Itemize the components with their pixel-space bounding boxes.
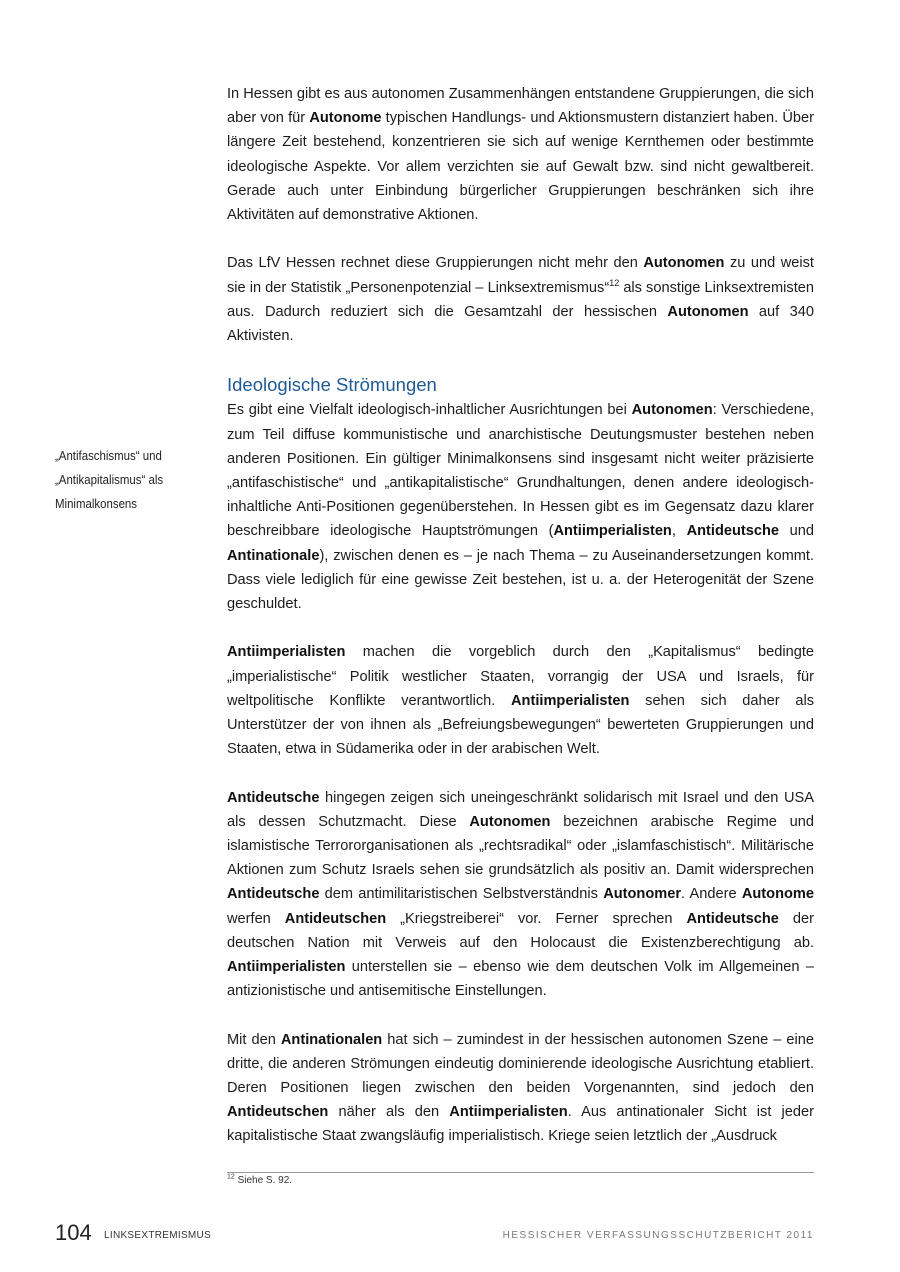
footnote-divider [227, 1172, 814, 1173]
paragraph-antideutsche: Antideutsche hingegen zeigen sich uneingeschränkt solidarisch mit Israel und den USA als dessen Schutzmacht. Diese Autonomen bezeichnen arabische Regime und islamistische Terrororganisationen als „rechtsradikal“ oder „islamfaschistisch“. Militärische Aktionen zum Schutz Israels sehen sie grundsätzlich als positiv an. Damit widersprechen Antideutsche dem antimilitaristischen Selbstverständnis Autonomer. Andere Autonome werfen Antideutschen „Kriegstreiberei“ vor. Ferner sprechen Antideutsche der deutschen Nation mit Verweis auf den Holocaust die Existenzberechtigung ab. Antiimperialisten unterstellen sie – ebenso wie dem deutschen Volk im Allgemeinen – antizionistische und antisemitische Einstellungen. [227, 789, 814, 1000]
footnote-text: Siehe S. 92. [237, 1175, 293, 1186]
paragraph-statistik: Das LfV Hessen rechnet diese Gruppierungen nicht mehr den Autonomen zu und weist sie in der Statistik „Personenpotenzial – Linksextremismus“$^{12}$ als sonstige Linksextremisten aus. Dadurch reduziert sich die Gesamtzahl der hessischen Autonomen auf 340 Aktivisten. [227, 255, 815, 345]
margin-note-line: „Antifaschismus“ und [55, 448, 162, 463]
section-label: LINKSEXTREMISMUS [104, 1230, 212, 1241]
page-number: 104 [55, 1220, 92, 1245]
paragraph-antinationale: Mit den Antinationalen hat sich – zumindest in der hessischen autonomen Szene – eine dritte, die anderen Strömungen eindeutig dominierende ideologische Ausrichtung etabliert. Deren Positionen liegen zwischen den beiden Vorgenannten, sind jedoch den Antideutschen näher als den Antiimperialisten. Aus antinationaler Sicht ist jeder kapitalistische Staat zwangsläufig imperialistisch. Kriege seien letztlich der „Ausdruck [227, 1031, 815, 1145]
footnote-number: 12 [227, 1173, 235, 1181]
paragraph-vielfalt: Es gibt eine Vielfalt ideologisch-inhaltlicher Ausrichtungen bei Autonomen: Verschiedene, zum Teil diffuse kommunistische und anarchistische Deutungsmuster bestehen neben anderen Positionen. Ein gültiger Minimalkonsens sind insgesamt nicht weiter präzisierte „antifaschistische“ und „antikapitalistische“ Grundhaltungen, denen andere ideologisch-inhaltliche Anti-Positionen gegenüberstehen. In Hessen gibt es im Gegensatz dazu klarer beschreibbare ideologische Hauptströmungen (Antiimperialisten, Antideutsche und Antinationale), zwischen denen es – je nach Thema – zu Auseinandersetzungen kommt. Dass viele lediglich für eine gewisse Zeit bestehen, ist u. a. der Heterogenität der Szene geschuldet. [227, 402, 815, 613]
paragraph-gruppierungen: In Hessen gibt es aus autonomen Zusammenhängen entstandene Gruppierungen, die sich aber von für Autonome typischen Handlungs- und Aktionsmustern distanziert haben. Über längere Zeit bestehend, konzentrieren sie sich auf wenige Kernthemen oder bestimmte ideologische Aspekte. Vor allem verzichten sie auf Gewalt bzw. sind nicht gewaltbereit. Gerade auch unter Einbindung bürgerlicher Gruppierungen beschränken sich ihre Aktivitäten auf demonstrative Aktionen. [227, 86, 814, 224]
main-text-column [227, 82, 814, 1149]
paragraph-antiimperialisten: Antiimperialisten machen die vorgeblich durch den „Kapitalismus“ bedingte „imperialistische“ Politik westlicher Staaten, vorrangig der USA und Israels, für weltpolitische Konflikte verantwortlich. Antiimperialisten sehen sich daher als Unterstützer der von ihnen als „Befreiungsbewegungen“ bewerteten Gruppierungen und Staaten, etwa in Südamerika oder in der arabischen Welt. [227, 644, 814, 758]
margin-note-line: Minimalkonsens [55, 496, 138, 511]
report-title: HESSISCHER VERFASSUNGSSCHUTZBERICHT 2011 [502, 1230, 814, 1241]
section-heading: Ideologische Strömungen [227, 374, 437, 396]
margin-note-line: „Antikapitalismus“ als [55, 472, 164, 487]
footnote [227, 1175, 292, 1186]
margin-note [55, 444, 187, 516]
